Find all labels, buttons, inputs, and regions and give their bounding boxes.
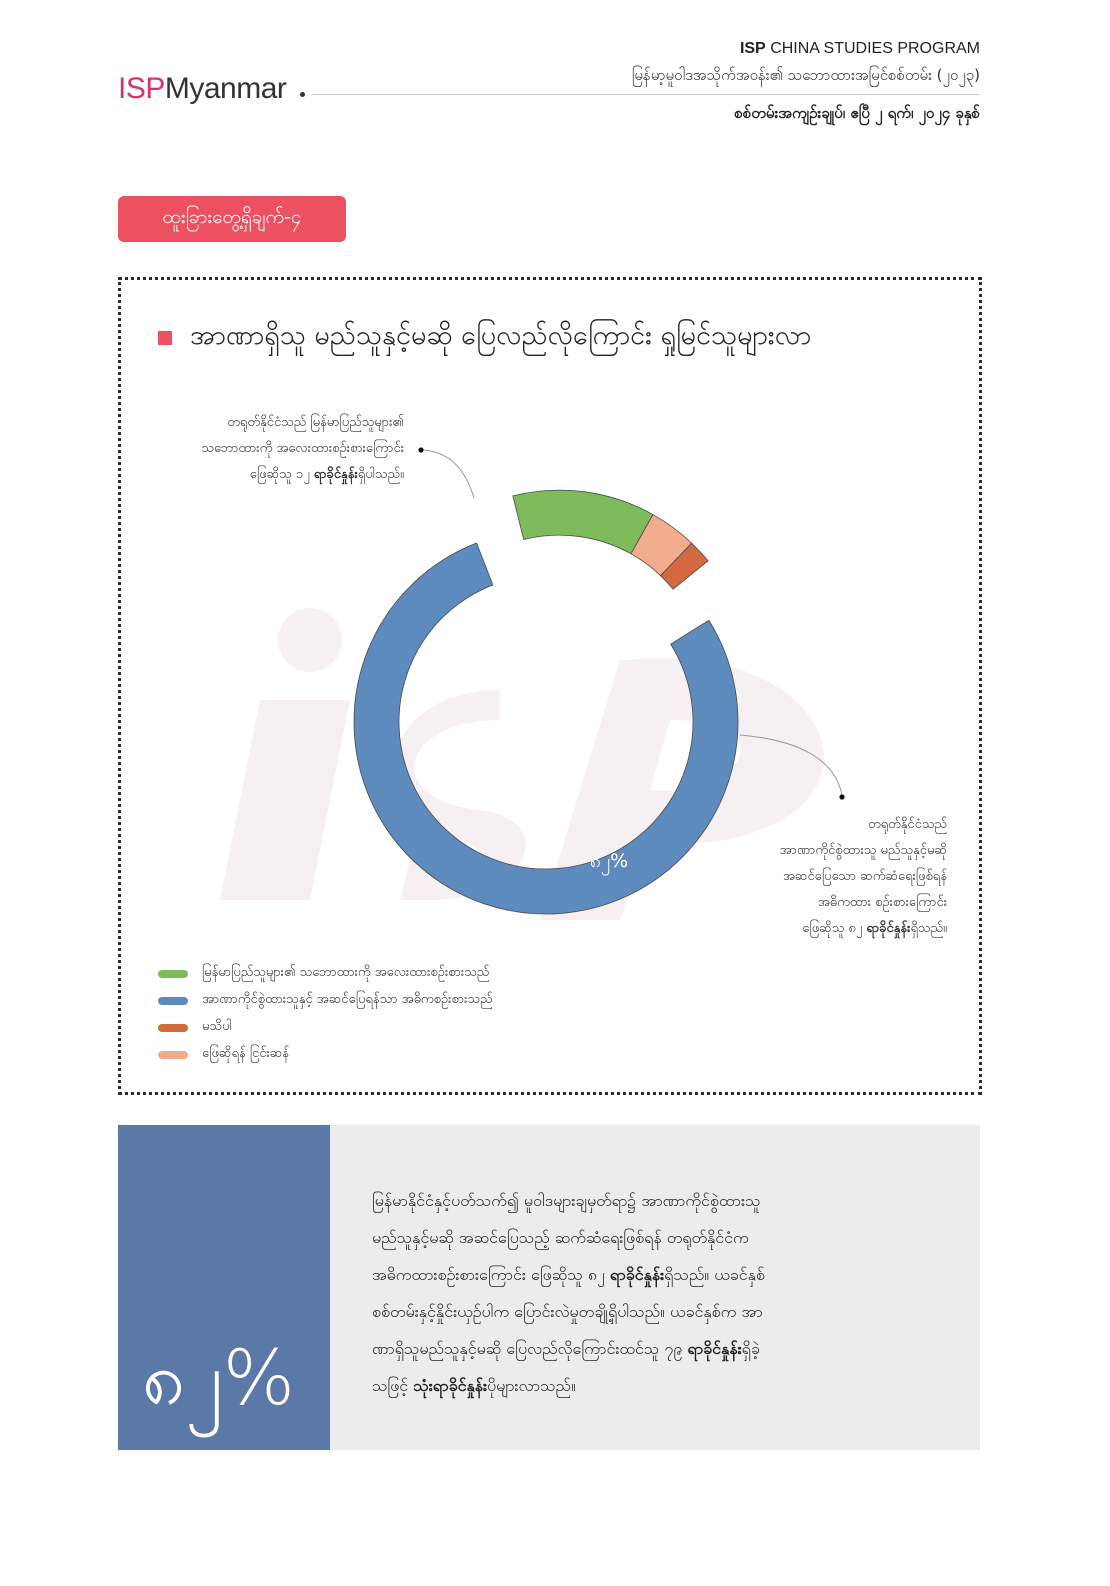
callout-bottom-dot	[839, 794, 844, 799]
legend-label: အာဏာကိုင်စွဲထားသူနှင့် အဆင်ပြေရန်သာ အဓိကစဉ်းစားသည်	[202, 992, 493, 1007]
callout-bottom-leader	[740, 735, 842, 795]
stat-bold: သုံးရာခိုင်နှုန်း	[413, 1376, 488, 1395]
callout-bottom-line: အဆင်ပြေသော ဆက်ဆံရေးဖြစ်ရန်	[782, 869, 947, 884]
stat-line: စစ်တမ်းနှင့်နှိုင်းယှဉ်ပါက ပြောင်းလဲမှုတချို့ရှိပါသည်။ ယခင်နှစ်က အာ	[372, 1302, 763, 1321]
chart-title: အာဏာရှိသူ မည်သူနှင့်မဆို ပြေလည်လိုကြောင်း ရှုမြင်သူများလာ	[190, 320, 812, 351]
callout-bottom-line: အာဏာကိုင်စွဲထားသူ မည်သူနှင့်မဆို	[779, 843, 947, 858]
stat-line: ပိုများလာသည်။	[487, 1376, 576, 1395]
donut-slice-0	[513, 490, 653, 554]
program-rest: CHINA STUDIES PROGRAM	[770, 40, 980, 57]
legend-label: ဖြေဆိုရန် ငြင်းဆန်	[202, 1046, 290, 1061]
stat-line: ရှိသည်။ ယခင်နှစ်	[664, 1265, 765, 1284]
callout-top-line: ရှိပါသည်။	[357, 467, 404, 482]
survey-date: စစ်တမ်းအကျဉ်းချုပ်၊ ဧပြီ ၂ ရက်၊ ၂၀၂၄ ခုနှစ်	[734, 104, 980, 122]
legend-item	[158, 987, 493, 1014]
legend-label: မြန်မာပြည်သူများ၏ သဘောထားကို အလေးထားစဉ်းစားသည်	[202, 965, 490, 980]
callout-top-dot	[418, 447, 423, 452]
callout-bottom-line: ဖြေဆိုသူ ၈၂	[802, 921, 863, 936]
stat-big-number: ၈၂%	[142, 1333, 295, 1422]
callout-top-line: သဘောထားကို အလေးထားစဉ်းစားကြောင်း	[201, 441, 404, 456]
callout-bottom-line: ရှိသည်။	[910, 921, 947, 936]
legend-swatch	[158, 1051, 188, 1059]
stat-line: အဓိကထားစဉ်းစားကြောင်း ဖြေဆိုသူ ၈၂	[372, 1265, 605, 1284]
callout-top-line: ဖြေဆိုသူ ၁၂	[249, 467, 310, 482]
callout-bottom-bold: ရာခိုင်နှုန်း	[866, 921, 911, 936]
program-bold: ISP	[739, 40, 766, 57]
stat-line: မည်သူနှင့်မဆို အဆင်ပြေသည့် ဆက်ဆံရေးဖြစ်ရန် တရုတ်နိုင်ငံက	[372, 1228, 749, 1247]
callout-top-bold: ရာခိုင်နှုန်း	[313, 467, 358, 482]
legend-item	[158, 960, 493, 987]
callout-top-leader	[423, 450, 474, 498]
slice-label-green: ၁၂%	[466, 524, 506, 546]
stat-bold: ရာခိုင်နှုန်း	[609, 1265, 665, 1284]
slice-label-blue: ၈၂%	[589, 850, 629, 872]
legend-swatch	[158, 997, 188, 1005]
callout-top-line: တရုတ်နိုင်ငံသည် မြန်မာပြည်သူများ၏	[227, 415, 404, 430]
logo-myanmar-text: Myanmar	[164, 72, 287, 105]
stat-line: သဖြင့်	[372, 1376, 409, 1395]
finding-tag: ထူးခြားတွေ့ရှိချက်-၄	[118, 196, 346, 242]
chart-legend	[158, 960, 493, 1068]
logo-isp-text: ISP	[118, 72, 165, 105]
donut-slice-3	[354, 543, 738, 914]
stat-bold: ရာခိုင်နှုန်း	[687, 1339, 742, 1358]
legend-swatch	[158, 970, 188, 978]
legend-label: မသိပါ	[202, 1019, 232, 1034]
callout-bottom-line: တရုတ်နိုင်ငံသည်	[867, 817, 947, 832]
legend-item	[158, 1041, 493, 1068]
stat-line: မြန်မာနိုင်ငံနှင့်ပတ်သက်၍ မူဝါဒများချမှတ်ရာ၌ အာဏာကိုင်စွဲထားသူ	[372, 1191, 761, 1210]
callout-bottom-line: အဓိကထား စဉ်းစားကြောင်း	[817, 895, 947, 910]
stat-line: ဏာရှိသူမည်သူနှင့်မဆို ပြေလည်လိုကြောင်းထင်သူ ၇၉	[372, 1339, 683, 1358]
stat-paragraph	[372, 1182, 934, 1404]
stat-line: ရှိခဲ့	[741, 1339, 760, 1358]
survey-subtitle: မြန်မာ့မူဝါဒအသိုက်အဝန်း၏ သဘောထားအမြင်စစ်တမ်း (၂၀၂၃)	[631, 66, 980, 84]
legend-swatch	[158, 1024, 188, 1032]
legend-item	[158, 1014, 493, 1041]
